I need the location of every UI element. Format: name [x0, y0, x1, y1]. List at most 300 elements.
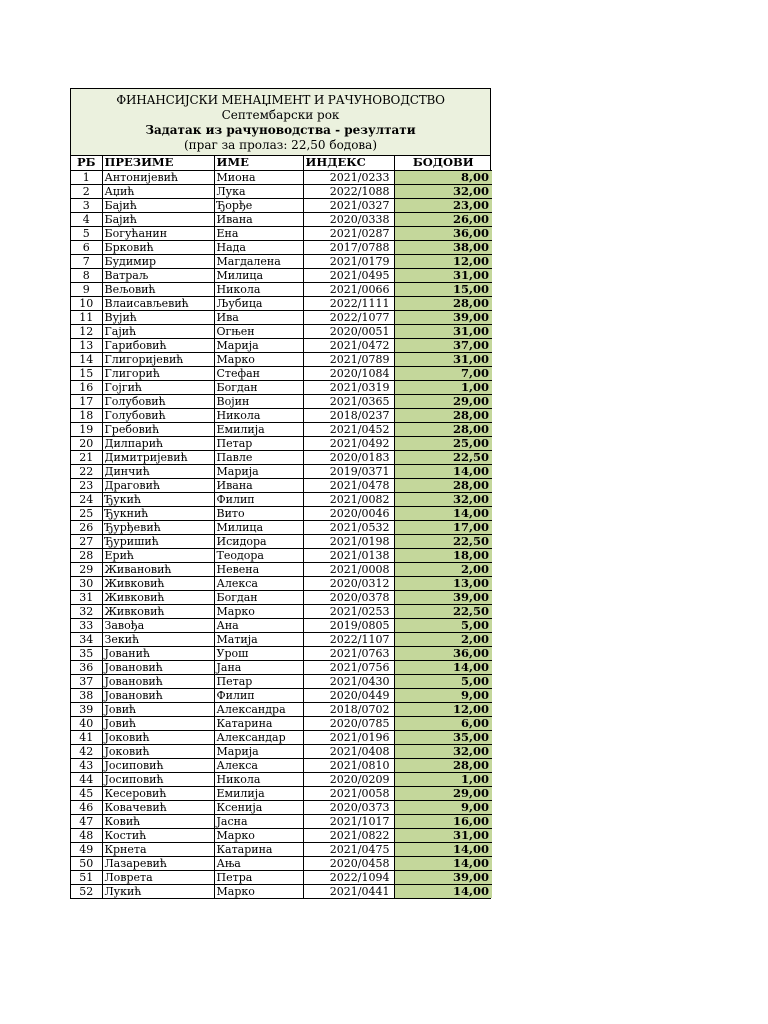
table-row	[71, 366, 492, 380]
first-name-cell: Нада	[214, 240, 303, 254]
surname-cell: Брковић	[102, 240, 214, 254]
table-row	[71, 408, 492, 422]
table-row	[71, 436, 492, 450]
first-name-cell: Љубица	[214, 296, 303, 310]
row-number: 26	[71, 520, 102, 534]
surname-cell: Јовановић	[102, 660, 214, 674]
first-name-cell: Ана	[214, 618, 303, 632]
table-row	[71, 268, 492, 282]
index-cell: 2020/0046	[303, 506, 394, 520]
row-number: 43	[71, 758, 102, 772]
first-name-cell: Никола	[214, 772, 303, 786]
first-name-cell: Емилија	[214, 422, 303, 436]
surname-cell: Вујић	[102, 310, 214, 324]
surname-cell: Јоковић	[102, 744, 214, 758]
index-cell: 2021/0408	[303, 744, 394, 758]
surname-cell: Завођа	[102, 618, 214, 632]
surname-cell: Живковић	[102, 604, 214, 618]
table-row	[71, 226, 492, 240]
course-title: ФИНАНСИЈСКИ МЕНАЏМЕНТ И РАЧУНОВОДСТВО	[116, 93, 445, 107]
table-row	[71, 632, 492, 646]
row-number: 15	[71, 366, 102, 380]
row-number: 45	[71, 786, 102, 800]
points-cell: 32,00	[394, 184, 492, 198]
index-cell: 2020/0051	[303, 324, 394, 338]
first-name-cell: Урош	[214, 646, 303, 660]
exam-term: Септембарски рок	[221, 108, 340, 122]
index-cell: 2021/0756	[303, 660, 394, 674]
table-row	[71, 772, 492, 786]
points-cell: 36,00	[394, 226, 492, 240]
first-name-cell: Александра	[214, 702, 303, 716]
col-header-surname: ПРЕЗИМЕ	[102, 156, 214, 170]
first-name-cell: Миона	[214, 170, 303, 184]
index-cell: 2022/1107	[303, 632, 394, 646]
row-number: 4	[71, 212, 102, 226]
table-row	[71, 786, 492, 800]
points-cell: 7,00	[394, 366, 492, 380]
col-header-name: ИМЕ	[214, 156, 303, 170]
surname-cell: Влаисављевић	[102, 296, 214, 310]
row-number: 9	[71, 282, 102, 296]
first-name-cell: Богдан	[214, 590, 303, 604]
row-number: 47	[71, 814, 102, 828]
points-cell: 31,00	[394, 828, 492, 842]
row-number: 16	[71, 380, 102, 394]
table-row	[71, 646, 492, 660]
index-cell: 2020/0338	[303, 212, 394, 226]
index-cell: 2022/1094	[303, 870, 394, 884]
points-cell: 12,00	[394, 254, 492, 268]
points-cell: 14,00	[394, 842, 492, 856]
first-name-cell: Петар	[214, 674, 303, 688]
row-number: 46	[71, 800, 102, 814]
first-name-cell: Огњен	[214, 324, 303, 338]
surname-cell: Јосиповић	[102, 772, 214, 786]
table-row	[71, 520, 492, 534]
points-cell: 5,00	[394, 618, 492, 632]
row-number: 28	[71, 548, 102, 562]
points-cell: 39,00	[394, 590, 492, 604]
first-name-cell: Филип	[214, 688, 303, 702]
index-cell: 2021/1017	[303, 814, 394, 828]
points-cell: 32,00	[394, 492, 492, 506]
first-name-cell: Матија	[214, 632, 303, 646]
row-number: 41	[71, 730, 102, 744]
table-row	[71, 310, 492, 324]
surname-cell: Голубовић	[102, 394, 214, 408]
row-number: 24	[71, 492, 102, 506]
row-number: 19	[71, 422, 102, 436]
first-name-cell: Александар	[214, 730, 303, 744]
col-header-index: ИНДЕКС	[303, 156, 394, 170]
index-cell: 2020/1084	[303, 366, 394, 380]
points-cell: 1,00	[394, 772, 492, 786]
row-number: 50	[71, 856, 102, 870]
table-row	[71, 870, 492, 884]
table-row	[71, 478, 492, 492]
first-name-cell: Марко	[214, 828, 303, 842]
index-cell: 2021/0327	[303, 198, 394, 212]
surname-cell: Ђурђевић	[102, 520, 214, 534]
points-cell: 29,00	[394, 394, 492, 408]
surname-cell: Јованић	[102, 646, 214, 660]
row-number: 18	[71, 408, 102, 422]
points-cell: 2,00	[394, 632, 492, 646]
table-row	[71, 744, 492, 758]
table-row	[71, 716, 492, 730]
points-cell: 8,00	[394, 170, 492, 184]
table-row	[71, 884, 492, 898]
points-cell: 14,00	[394, 506, 492, 520]
index-cell: 2021/0008	[303, 562, 394, 576]
first-name-cell: Марија	[214, 464, 303, 478]
first-name-cell: Петра	[214, 870, 303, 884]
index-cell: 2018/0702	[303, 702, 394, 716]
table-row	[71, 464, 492, 478]
first-name-cell: Ања	[214, 856, 303, 870]
table-row	[71, 618, 492, 632]
table-row	[71, 800, 492, 814]
first-name-cell: Исидора	[214, 534, 303, 548]
first-name-cell: Петар	[214, 436, 303, 450]
first-name-cell: Ђорђе	[214, 198, 303, 212]
first-name-cell: Катарина	[214, 716, 303, 730]
row-number: 2	[71, 184, 102, 198]
index-cell: 2021/0066	[303, 282, 394, 296]
table-row	[71, 380, 492, 394]
first-name-cell: Никола	[214, 408, 303, 422]
row-number: 10	[71, 296, 102, 310]
points-cell: 22,50	[394, 450, 492, 464]
table-row	[71, 688, 492, 702]
row-number: 17	[71, 394, 102, 408]
first-name-cell: Ксенија	[214, 800, 303, 814]
points-cell: 26,00	[394, 212, 492, 226]
surname-cell: Будимир	[102, 254, 214, 268]
surname-cell: Јоковић	[102, 730, 214, 744]
points-cell: 25,00	[394, 436, 492, 450]
index-cell: 2019/0371	[303, 464, 394, 478]
surname-cell: Ђуришић	[102, 534, 214, 548]
index-cell: 2020/0785	[303, 716, 394, 730]
index-cell: 2021/0198	[303, 534, 394, 548]
first-name-cell: Јана	[214, 660, 303, 674]
first-name-cell: Катарина	[214, 842, 303, 856]
first-name-cell: Ивана	[214, 478, 303, 492]
surname-cell: Голубовић	[102, 408, 214, 422]
results-sheet	[70, 88, 491, 899]
points-cell: 16,00	[394, 814, 492, 828]
table-row	[71, 842, 492, 856]
index-cell: 2021/0789	[303, 352, 394, 366]
index-cell: 2019/0805	[303, 618, 394, 632]
index-cell: 2021/0495	[303, 268, 394, 282]
index-cell: 2021/0082	[303, 492, 394, 506]
surname-cell: Јовић	[102, 702, 214, 716]
surname-cell: Лазаревић	[102, 856, 214, 870]
points-cell: 18,00	[394, 548, 492, 562]
points-cell: 28,00	[394, 758, 492, 772]
index-cell: 2021/0365	[303, 394, 394, 408]
first-name-cell: Марко	[214, 604, 303, 618]
index-cell: 2021/0430	[303, 674, 394, 688]
row-number: 22	[71, 464, 102, 478]
row-number: 21	[71, 450, 102, 464]
first-name-cell: Марија	[214, 744, 303, 758]
row-number: 23	[71, 478, 102, 492]
table-row	[71, 534, 492, 548]
index-cell: 2020/0312	[303, 576, 394, 590]
row-number: 32	[71, 604, 102, 618]
surname-cell: Ђукић	[102, 492, 214, 506]
first-name-cell: Милица	[214, 268, 303, 282]
index-cell: 2021/0475	[303, 842, 394, 856]
table-row	[71, 170, 492, 184]
index-cell: 2021/0532	[303, 520, 394, 534]
surname-cell: Гарибовић	[102, 338, 214, 352]
first-name-cell: Магдалена	[214, 254, 303, 268]
index-cell: 2021/0287	[303, 226, 394, 240]
surname-cell: Вељовић	[102, 282, 214, 296]
row-number: 8	[71, 268, 102, 282]
points-cell: 14,00	[394, 884, 492, 898]
points-cell: 22,50	[394, 604, 492, 618]
points-cell: 29,00	[394, 786, 492, 800]
first-name-cell: Марко	[214, 352, 303, 366]
index-cell: 2018/0237	[303, 408, 394, 422]
row-number: 40	[71, 716, 102, 730]
table-row	[71, 394, 492, 408]
index-cell: 2022/1077	[303, 310, 394, 324]
row-number: 48	[71, 828, 102, 842]
points-cell: 36,00	[394, 646, 492, 660]
points-cell: 35,00	[394, 730, 492, 744]
first-name-cell: Богдан	[214, 380, 303, 394]
surname-cell: Бајић	[102, 198, 214, 212]
surname-cell: Живковић	[102, 590, 214, 604]
surname-cell: Димитријевић	[102, 450, 214, 464]
pass-threshold: (праг за пролаз: 22,50 бодова)	[183, 138, 378, 152]
row-number: 42	[71, 744, 102, 758]
points-cell: 23,00	[394, 198, 492, 212]
points-cell: 32,00	[394, 744, 492, 758]
row-number: 36	[71, 660, 102, 674]
table-row	[71, 562, 492, 576]
index-cell: 2022/1088	[303, 184, 394, 198]
points-cell: 13,00	[394, 576, 492, 590]
row-number: 33	[71, 618, 102, 632]
row-number: 25	[71, 506, 102, 520]
surname-cell: Ђукнић	[102, 506, 214, 520]
index-cell: 2020/0209	[303, 772, 394, 786]
first-name-cell: Алекса	[214, 758, 303, 772]
row-number: 44	[71, 772, 102, 786]
table-row	[71, 492, 492, 506]
points-cell: 15,00	[394, 282, 492, 296]
points-cell: 9,00	[394, 800, 492, 814]
points-cell: 28,00	[394, 408, 492, 422]
table-row	[71, 198, 492, 212]
surname-cell: Ковачевић	[102, 800, 214, 814]
table-row	[71, 240, 492, 254]
index-cell: 2021/0058	[303, 786, 394, 800]
index-cell: 2021/0253	[303, 604, 394, 618]
surname-cell: Драговић	[102, 478, 214, 492]
points-cell: 39,00	[394, 310, 492, 324]
surname-cell: Гојгић	[102, 380, 214, 394]
surname-cell: Јовановић	[102, 688, 214, 702]
surname-cell: Живковић	[102, 576, 214, 590]
surname-cell: Јосиповић	[102, 758, 214, 772]
table-row	[71, 604, 492, 618]
index-cell: 2017/0788	[303, 240, 394, 254]
surname-cell: Богућанин	[102, 226, 214, 240]
index-cell: 2021/0233	[303, 170, 394, 184]
surname-cell: Ловрета	[102, 870, 214, 884]
index-cell: 2021/0452	[303, 422, 394, 436]
points-cell: 14,00	[394, 464, 492, 478]
first-name-cell: Никола	[214, 282, 303, 296]
index-cell: 2021/0472	[303, 338, 394, 352]
first-name-cell: Милица	[214, 520, 303, 534]
points-cell: 12,00	[394, 702, 492, 716]
surname-cell: Гребовић	[102, 422, 214, 436]
sheet-header	[71, 89, 490, 156]
index-cell: 2021/0319	[303, 380, 394, 394]
points-cell: 28,00	[394, 296, 492, 310]
index-cell: 2020/0449	[303, 688, 394, 702]
row-number: 35	[71, 646, 102, 660]
first-name-cell: Невена	[214, 562, 303, 576]
surname-cell: Костић	[102, 828, 214, 842]
results-table	[71, 156, 492, 898]
surname-cell: Ковић	[102, 814, 214, 828]
surname-cell: Динчић	[102, 464, 214, 478]
index-cell: 2020/0373	[303, 800, 394, 814]
points-cell: 14,00	[394, 660, 492, 674]
first-name-cell: Стефан	[214, 366, 303, 380]
index-cell: 2021/0478	[303, 478, 394, 492]
surname-cell: Глигорић	[102, 366, 214, 380]
table-row	[71, 856, 492, 870]
index-cell: 2021/0138	[303, 548, 394, 562]
table-row	[71, 828, 492, 842]
points-cell: 14,00	[394, 856, 492, 870]
index-cell: 2021/0179	[303, 254, 394, 268]
points-cell: 6,00	[394, 716, 492, 730]
row-number: 37	[71, 674, 102, 688]
row-number: 11	[71, 310, 102, 324]
first-name-cell: Ивана	[214, 212, 303, 226]
points-cell: 5,00	[394, 674, 492, 688]
table-row	[71, 814, 492, 828]
row-number: 30	[71, 576, 102, 590]
row-number: 34	[71, 632, 102, 646]
index-cell: 2021/0196	[303, 730, 394, 744]
surname-cell: Гајић	[102, 324, 214, 338]
surname-cell: Кесеровић	[102, 786, 214, 800]
surname-cell: Јовановић	[102, 674, 214, 688]
table-row	[71, 506, 492, 520]
index-cell: 2022/1111	[303, 296, 394, 310]
table-row	[71, 548, 492, 562]
index-cell: 2021/0441	[303, 884, 394, 898]
surname-cell: Јовић	[102, 716, 214, 730]
first-name-cell: Марија	[214, 338, 303, 352]
row-number: 51	[71, 870, 102, 884]
table-row	[71, 590, 492, 604]
row-number: 27	[71, 534, 102, 548]
points-cell: 31,00	[394, 324, 492, 338]
first-name-cell: Ива	[214, 310, 303, 324]
table-row	[71, 254, 492, 268]
surname-cell: Аџић	[102, 184, 214, 198]
table-row	[71, 576, 492, 590]
first-name-cell: Војин	[214, 394, 303, 408]
index-cell: 2021/0822	[303, 828, 394, 842]
index-cell: 2020/0378	[303, 590, 394, 604]
surname-cell: Лукић	[102, 884, 214, 898]
surname-cell: Ватраљ	[102, 268, 214, 282]
points-cell: 17,00	[394, 520, 492, 534]
index-cell: 2020/0183	[303, 450, 394, 464]
points-cell: 31,00	[394, 352, 492, 366]
points-cell: 38,00	[394, 240, 492, 254]
task-title: Задатак из рачуноводства - резултати	[145, 123, 416, 137]
table-row	[71, 674, 492, 688]
surname-cell: Бајић	[102, 212, 214, 226]
table-row	[71, 758, 492, 772]
row-number: 5	[71, 226, 102, 240]
table-body	[71, 170, 492, 898]
first-name-cell: Павле	[214, 450, 303, 464]
row-number: 7	[71, 254, 102, 268]
first-name-cell: Теодора	[214, 548, 303, 562]
row-number: 14	[71, 352, 102, 366]
table-row	[71, 422, 492, 436]
points-cell: 2,00	[394, 562, 492, 576]
table-row	[71, 212, 492, 226]
row-number: 31	[71, 590, 102, 604]
table-row	[71, 296, 492, 310]
table-row	[71, 352, 492, 366]
points-cell: 31,00	[394, 268, 492, 282]
index-cell: 2021/0492	[303, 436, 394, 450]
table-row	[71, 702, 492, 716]
row-number: 6	[71, 240, 102, 254]
first-name-cell: Јасна	[214, 814, 303, 828]
col-header-points: БОДОВИ	[394, 156, 492, 170]
first-name-cell: Вито	[214, 506, 303, 520]
surname-cell: Глигоријевић	[102, 352, 214, 366]
row-number: 49	[71, 842, 102, 856]
row-number: 12	[71, 324, 102, 338]
table-row	[71, 450, 492, 464]
points-cell: 37,00	[394, 338, 492, 352]
table-row	[71, 730, 492, 744]
first-name-cell: Филип	[214, 492, 303, 506]
table-row	[71, 184, 492, 198]
surname-cell: Дилпарић	[102, 436, 214, 450]
points-cell: 1,00	[394, 380, 492, 394]
first-name-cell: Марко	[214, 884, 303, 898]
row-number: 29	[71, 562, 102, 576]
table-row	[71, 338, 492, 352]
index-cell: 2020/0458	[303, 856, 394, 870]
table-row	[71, 324, 492, 338]
table-header-row	[71, 156, 492, 170]
